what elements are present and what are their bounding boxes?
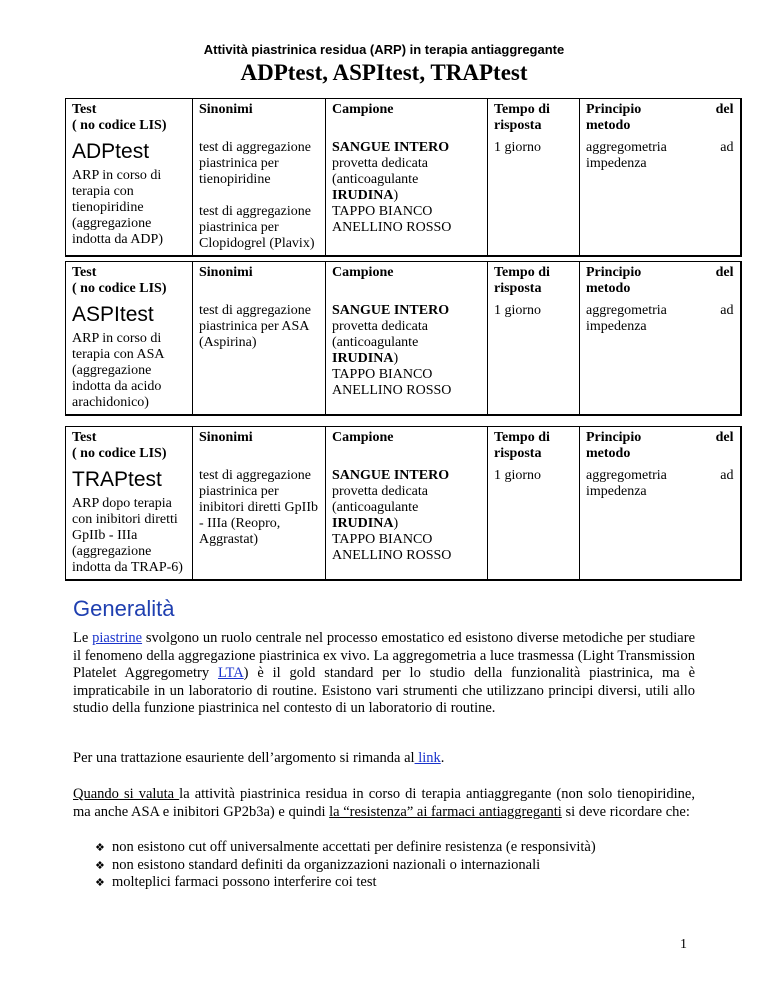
test-name: ADPtest (72, 140, 150, 163)
campione-cell: SANGUE INTERO provetta dedicata (anticoagulante IRUDINA) TAPPO BIANCO ANELLINO ROSSO (326, 300, 488, 415)
header-sinonimi: Sinonimi (193, 99, 326, 138)
header-tempo: Tempo di risposta (488, 427, 580, 466)
header-principio: Principio del metodo (580, 99, 741, 138)
diamond-bullet-icon: ❖ (95, 841, 105, 854)
table-header-row (66, 99, 741, 138)
table-row (66, 137, 741, 256)
header-tempo: Tempo di risposta (488, 262, 580, 301)
header-principio: Principio del metodo (580, 427, 741, 466)
header-campione: Campione (326, 99, 488, 138)
list-item: ❖ non esistono standard definiti da organizzazioni nazionali o internazionali (95, 856, 541, 873)
header-principio: Principio del metodo (580, 262, 741, 301)
diamond-bullet-icon: ❖ (95, 876, 105, 889)
diamond-bullet-icon: ❖ (95, 858, 105, 872)
header-test: Test ( no codice LIS) (66, 262, 193, 301)
table-row (66, 465, 741, 580)
tempo-cell: 1 giorno (488, 465, 580, 580)
test-description: ARP in corso di terapia con tienopiridine (aggregazione indotta da ADP) (72, 168, 163, 247)
header-tempo: Tempo di risposta (488, 99, 580, 138)
test-cell (66, 300, 193, 415)
page-number: 1 (680, 937, 687, 952)
link-lta[interactable]: LTA (217, 665, 244, 681)
sinonimi-cell: test di aggregazione piastrinica per inibitori diretti GpIIb - IIIa (Reopro, Aggrastat) (193, 465, 326, 580)
header-sinonimi: Sinonimi (193, 427, 326, 466)
test-name: ASPItest (72, 303, 154, 326)
document-title: ADPtest, ASPItest, TRAPtest (240, 60, 528, 85)
header-sinonimi: Sinonimi (193, 262, 326, 301)
principio-cell: aggregometria ad impedenza (580, 300, 741, 415)
paragraph-resistenza: Quando si valuta la attività piastrinica residua in corso di terapia antiaggregante (non solo tienopiridine, ma anche ASA e inibitori GP2b3a) e quindi la “resistenza” ai farmaci antiaggreganti si deve ricordare che: (73, 786, 695, 820)
table-row (66, 300, 741, 415)
principio-cell: aggregometria ad impedenza (580, 137, 741, 256)
paragraph-link: Per una trattazione esauriente dell’argomento si rimanda al link. (73, 750, 445, 766)
test-cell (66, 137, 193, 256)
header-campione: Campione (326, 262, 488, 301)
test-name: TRAPtest (72, 468, 162, 491)
link-approfondimento[interactable]: link (414, 750, 441, 766)
document-subtitle: Attività piastrinica residua (ARP) in terapia antiaggregante (203, 42, 565, 57)
bullet-list (95, 839, 596, 892)
test-description: ARP in corso di terapia con ASA (aggregazione indotta da acido arachidonico) (72, 331, 164, 410)
principio-cell: aggregometria ad impedenza (580, 465, 741, 580)
list-item: ❖ non esistono cut off universalmente accettati per definire resistenza (e responsività) (95, 839, 596, 855)
paragraph-intro: Le piastrine svolgono un ruolo centrale nel processo emostatico ed esistono diverse metodiche per studiare il fenomeno della aggregazione piastrinica ex vivo. La aggregometria a luce trasmessa (Light Transmission Platelet Aggregometry LTA) è il gold standard per lo studio della funzionalità piastrinica, ma è impraticabile in un laboratorio di routine. Esistono vari strumenti che utilizzano principi diversi, utili allo studio della funzione piastrinica nel contesto di un laboratorio di routine. (73, 630, 696, 716)
header-test: Test ( no codice LIS) (66, 99, 193, 138)
test-table-adptest (65, 98, 742, 257)
table-header-row (66, 427, 741, 466)
campione-cell: SANGUE INTERO provetta dedicata (anticoagulante IRUDINA) TAPPO BIANCO ANELLINO ROSSO (326, 465, 488, 580)
table-header-row (66, 262, 741, 301)
header-campione: Campione (326, 427, 488, 466)
sinonimi-cell: test di aggregazione piastrinica per ASA (Aspirina) (193, 300, 326, 415)
sinonimi-cell: test di aggregazione piastrinica per tienopiridine test di aggregazione piastrinica per Clopidogrel (Plavix) (193, 137, 326, 256)
test-table-traptest (65, 426, 742, 581)
test-table-aspitest (65, 261, 742, 416)
test-description: ARP dopo terapia con inibitori diretti GpIIb - IIIa (aggregazione indotta da TRAP-6) (72, 496, 183, 575)
tempo-cell: 1 giorno (488, 300, 580, 415)
tempo-cell: 1 giorno (488, 137, 580, 256)
list-item: ❖ molteplici farmaci possono interferire coi test (95, 874, 377, 890)
campione-cell: SANGUE INTERO provetta dedicata (anticoagulante IRUDINA) TAPPO BIANCO ANELLINO ROSSO (326, 137, 488, 256)
link-piastrine[interactable]: piastrine (92, 630, 143, 646)
test-cell (66, 465, 193, 580)
section-title-generalita: Generalità (73, 596, 175, 621)
header-test: Test ( no codice LIS) (66, 427, 193, 466)
